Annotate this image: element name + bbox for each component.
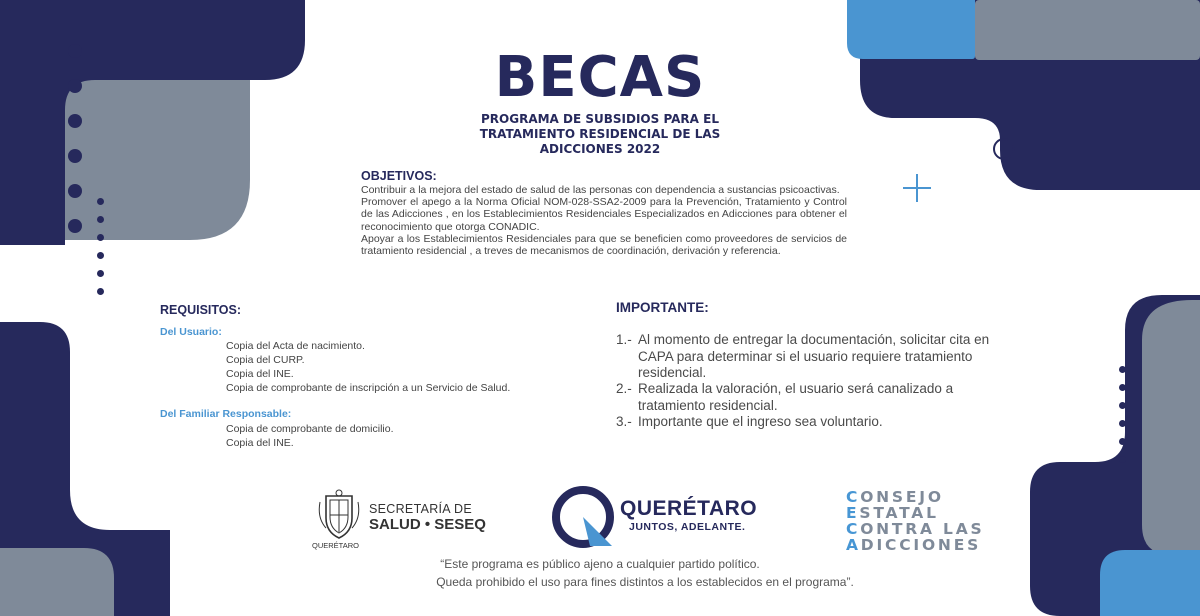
footer-line: “Este programa es público ajeno a cualquier partido político. — [440, 557, 760, 571]
dot — [97, 288, 104, 295]
importante-number: 1.- — [616, 332, 632, 347]
dot — [1119, 438, 1126, 445]
consejo-line: CONTRA LAS — [846, 520, 985, 538]
queretaro-logo-icon — [552, 486, 614, 548]
dot — [97, 252, 104, 259]
page-title: BECAS — [494, 45, 706, 110]
dot — [97, 234, 104, 241]
objetivo-paragraph: Promover el apego a la Norma Oficial NOM-028-SSA2-2009 para la Prevención, Tratamiento y Control de las Adicciones , en los Establecimientos Residenciales Especializados en Adicciones para obtener el reconocimiento que otorga CONADIC. — [361, 196, 847, 233]
dot — [1119, 402, 1126, 409]
usuario-label: Del Usuario: — [160, 326, 222, 338]
requisito-item: Copia del INE. — [226, 368, 294, 380]
objetivo-paragraph: Contribuir a la mejora del estado de salud de las personas con dependencia a sustancias psicoactivas. — [361, 184, 840, 196]
seseq-line1: SECRETARÍA DE — [369, 502, 472, 516]
consejo-logo — [846, 489, 984, 553]
familiar-label: Del Familiar Responsable: — [160, 408, 292, 420]
importante-number: 3.- — [616, 414, 632, 429]
consejo-line: ESTATAL — [846, 504, 939, 522]
requisitos-heading: REQUISITOS: — [160, 303, 242, 317]
importante-text: Realizada la valoración, el usuario será canalizado a tratamiento residencial. — [638, 381, 954, 413]
importante-text: Al momento de entregar la documentación, solicitar cita en CAPA para determinar si el usuario requiere tratamiento residencial. — [638, 332, 990, 380]
dot — [1119, 456, 1126, 463]
seseq-line2: SALUD • SESEQ — [369, 516, 486, 533]
objetivo-paragraph: Apoyar a los Establecimientos Residenciales para que se beneficien como proveedores de servicios de tratamiento residencial , a treves de mecanismos de coordinación, derivación y referencia. — [361, 232, 847, 258]
footer-line: Queda prohibido el uso para fines distintos a los establecidos en el programa”. — [436, 575, 854, 589]
dot — [97, 216, 104, 223]
subtitle-line: TRATAMIENTO RESIDENCIAL DE LAS — [479, 127, 721, 141]
importante-item — [616, 414, 1016, 431]
requisito-item: Copia del INE. — [226, 437, 294, 449]
importante-number: 2.- — [616, 381, 632, 396]
dot — [97, 198, 104, 205]
requisito-item: Copia de comprobante de inscripción a un Servicio de Salud. — [226, 382, 511, 394]
importante-heading: IMPORTANTE: — [616, 300, 709, 315]
dot — [68, 219, 82, 233]
requisito-item: Copia del Acta de nacimiento. — [226, 340, 365, 352]
requisito-item: Copia del CURP. — [226, 354, 305, 366]
consejo-line: ADICCIONES — [846, 536, 982, 554]
consejo-line: CONSEJO — [846, 488, 944, 506]
dot — [68, 184, 82, 198]
shield-emblem-icon — [316, 488, 362, 542]
importante-text: Importante que el ingreso sea voluntario. — [638, 414, 883, 429]
shape-right-gray — [1142, 300, 1200, 555]
dot — [1119, 366, 1126, 373]
queretaro-name: QUERÉTARO — [620, 497, 758, 520]
importante-item — [616, 332, 1016, 382]
objetivos-text — [361, 184, 847, 257]
seseq-small-label: QUERÉTARO — [312, 541, 359, 550]
importante-item — [616, 381, 1016, 414]
subtitle-line: ADICCIONES 2022 — [539, 142, 661, 156]
dot — [1119, 384, 1126, 391]
requisito-item: Copia de comprobante de domicilio. — [226, 423, 394, 435]
dot — [97, 270, 104, 277]
queretaro-slogan: JUNTOS, ADELANTE. — [629, 521, 746, 533]
dot — [1119, 420, 1126, 427]
subtitle-line: PROGRAMA DE SUBSIDIOS PARA EL — [481, 112, 719, 126]
objetivos-heading: OBJETIVOS: — [361, 169, 437, 183]
